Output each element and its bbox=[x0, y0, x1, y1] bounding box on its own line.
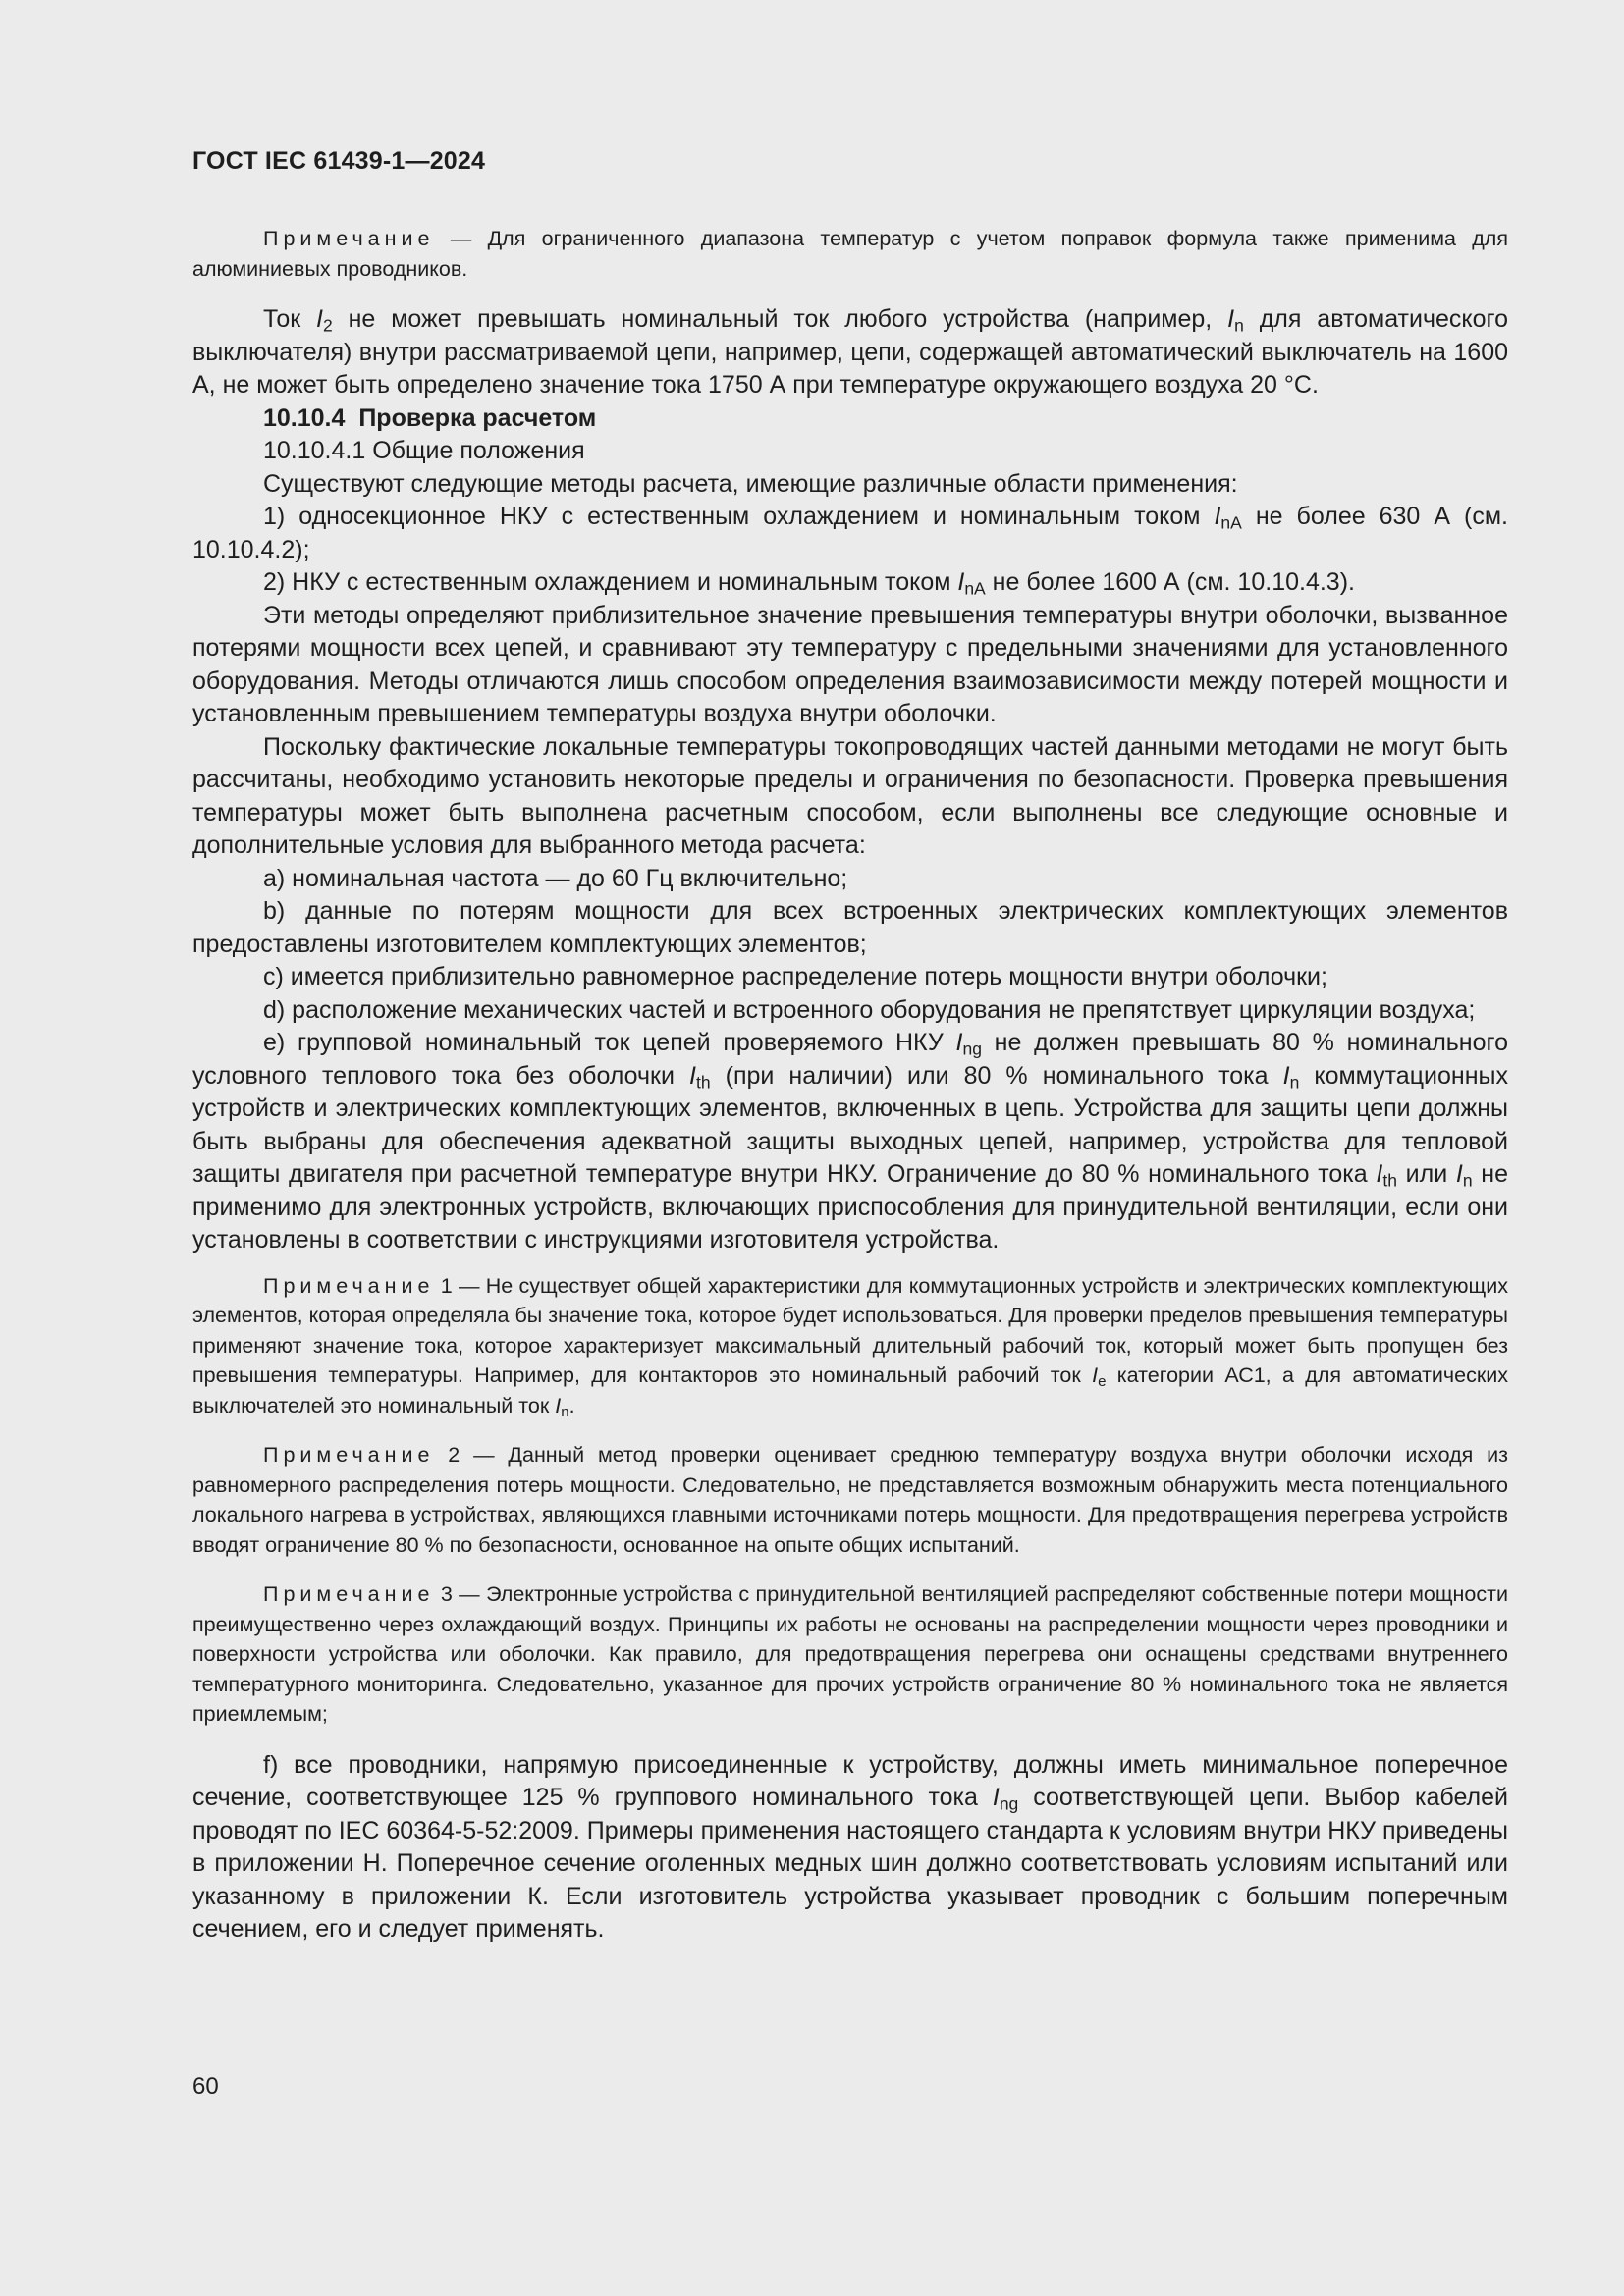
condition-f: f) все проводники, напрямую присоединенные к устройству, должны иметь минимальное поперечное сечение, соответствующее 125 % группового номинального тока $I_{ng}$ соответствующей цепи. Выбор кабелей проводят по IEC 60364-5-52:2009. Примеры применения настоящего стандарта к условиям внутри НКУ приведены в приложении Н. Поперечное сечение оголенных медных шин должно соответствовать условиям испытаний или указанному в приложении К. Если изготовитель устройства указывает проводник с большим поперечным сечением, его и следует применять. bbox=[192, 1750, 1508, 1943]
note-1: Примечание 1 — Не существует общей характеристики для коммутационных устройств и электрических комплектующих элементов, которая определяла бы значение тока, которое будет использоваться. Для проверки пределов превышения температуры применяют значение тока, которое характеризует максимальный длительный рабочий ток, который может быть пропущен без превышения температуры. Например, для контакторов это номинальный рабочий ток $I_e$ категории АС1, а для автоматических выключателей это номинальный ток $I_n$. bbox=[192, 1273, 1508, 1420]
page-content bbox=[192, 224, 1508, 1947]
condition-a: a) номинальная частота — до 60 Гц включительно; bbox=[263, 864, 848, 892]
method-1: 1) односекционное НКУ с естественным охлаждением и номинальным током $I_{nA}$ не более 630 А (см. 10.10.4.2); bbox=[192, 503, 1508, 563]
paragraph-limits: Поскольку фактические локальные температуры токопроводящих частей данными методами не могут быть рассчитаны, необходимо установить некоторые пределы и ограничения по безопасности. Проверка превышения температуры может быть выполнена расчетным способом, если выполнены все следующие основные и дополнительные условия для выбранного метода расчета: bbox=[192, 732, 1508, 859]
condition-e: e) групповой номинальный ток цепей проверяемого НКУ $I_{ng}$ не должен превышать 80 % номинального условного теплового тока без оболочки $I_{th}$ (при наличии) или 80 % номинального тока $I_n$ коммутационных устройств и электрических комплектующих элементов, включенных в цепь. Устройства для защиты цепи должны быть выбраны для обеспечения адекватной защиты выходных цепей, например, устройства для тепловой защиты двигателя при расчетной температуре внутри НКУ. Ограничение до 80 % номинального тока $I_{th}$ или $I_n$ не применимо для электронных устройств, включающих приспособления для принудительной вентиляции, если они установлены в соответствии с инструкциями изготовителя устройства. bbox=[192, 1029, 1508, 1254]
document-header: ГОСТ IEC 61439-1—2024 bbox=[192, 147, 486, 175]
note-3: Примечание 3 — Электронные устройства с принудительной вентиляцией распределяют собственные потери мощности преимущественно через охлаждающий воздух. Принципы их работы не основаны на распределении мощности через проводники и поверхности устройства или оболочки. Как правило, для предотвращения перегрева они оснащены средствами внутреннего температурного мониторинга. Следовательно, указанное для прочих устройств ограничение 80 % номинального тока не является приемлемым; bbox=[192, 1582, 1508, 1726]
section-heading: 10.10.4 Проверка расчетом bbox=[263, 403, 597, 432]
page-number: 60 bbox=[192, 2073, 219, 2100]
condition-d: d) расположение механических частей и встроенного оборудования не препятствует циркуляции воздуха; bbox=[263, 995, 1476, 1024]
paragraph-methods: Эти методы определяют приблизительное значение превышения температуры внутри оболочки, вызванное потерями мощности всех цепей, и сравнивают эту температуру с предельными значениями для установленного оборудования. Методы отличаются лишь способом определения взаимозависимости между потерей мощности и установленным превышением температуры воздуха внутри оболочки. bbox=[192, 601, 1508, 727]
condition-b: b) данные по потерям мощности для всех встроенных электрических комплектующих элементов предоставлены изготовителем комплектующих элементов; bbox=[192, 897, 1508, 958]
subsection-heading: 10.10.4.1 Общие положения bbox=[263, 437, 585, 464]
note-aluminium: Примечание — Для ограниченного диапазона температур с учетом поправок формула также применима для алюминиевых проводников. bbox=[192, 227, 1508, 281]
methods-intro: Существуют следующие методы расчета, имеющие различные области применения: bbox=[263, 469, 1238, 498]
note-2: Примечание 2 — Данный метод проверки оценивает среднюю температуру воздуха внутри оболочки исходя из равномерного распределения потерь мощности. Следовательно, не представляется возможным обнаружить места потенциального локального нагрева в устройствах, являющихся главными источниками потерь мощности. Для предотвращения перегрева устройств вводят ограничение 80 % по безопасности, основанное на опыте общих испытаний. bbox=[192, 1443, 1508, 1557]
note-label: Примечание bbox=[263, 227, 435, 250]
paragraph-current-i2: Ток $I_2$ не может превышать номинальный ток любого устройства (например, $I_n$ для автоматического выключателя) внутри рассматриваемой цепи, например, цепи, содержащей автоматический выключатель на 1600 А, не может быть определено значение тока 1750 А при температуре окружающего воздуха 20 °С. bbox=[192, 305, 1508, 399]
method-2: 2) НКУ с естественным охлаждением и номинальным током $I_{nA}$ не более 1600 А (см. 10.10.4.3). bbox=[263, 568, 1355, 599]
condition-c: c) имеется приблизительно равномерное распределение потерь мощности внутри оболочки; bbox=[263, 963, 1327, 990]
